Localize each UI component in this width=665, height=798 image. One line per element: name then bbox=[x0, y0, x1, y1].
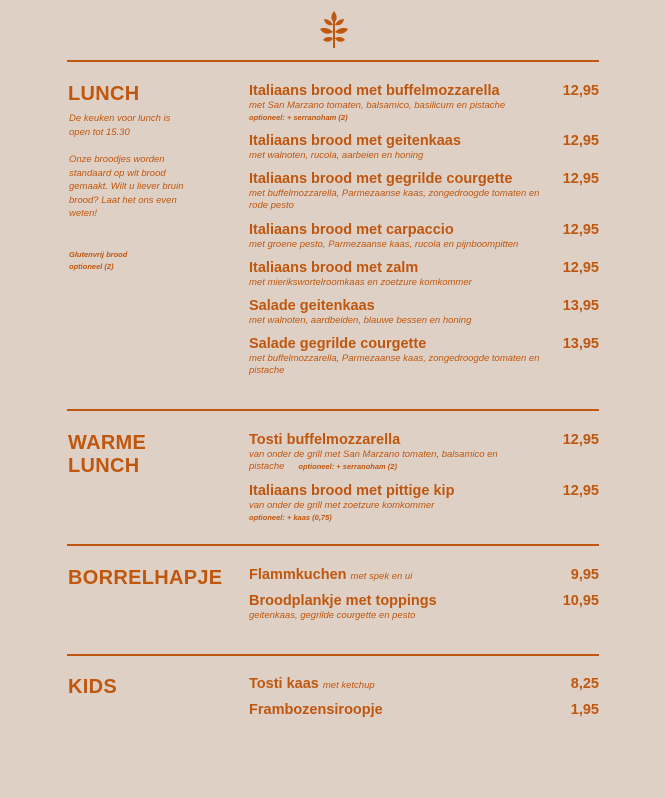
item-description-text: van onder de grill met San Marzano tomaten, balsamico en pistache bbox=[249, 449, 498, 472]
divider bbox=[67, 60, 599, 62]
kitchen-hours-note: De keuken voor lunch is open tot 15.30 bbox=[69, 113, 171, 138]
section-title bbox=[68, 432, 146, 478]
menu-item bbox=[249, 567, 599, 585]
menu-item bbox=[249, 593, 599, 622]
item-name: Italiaans brood met zalm bbox=[249, 260, 419, 276]
divider bbox=[67, 544, 599, 546]
menu-item bbox=[249, 260, 599, 289]
item-name bbox=[249, 676, 599, 694]
item-name: Italiaans brood met buffelmozzarella bbox=[249, 83, 500, 99]
menu-item bbox=[249, 171, 599, 212]
menu-item bbox=[249, 336, 599, 377]
item-price: 12,95 bbox=[562, 432, 599, 448]
item-price: 12,95 bbox=[562, 133, 599, 149]
item-name: Salade gegrilde courgette bbox=[249, 336, 427, 352]
menu-item bbox=[249, 676, 599, 694]
item-description bbox=[249, 449, 544, 473]
item-name: Broodplankje met toppings bbox=[249, 593, 437, 609]
item-description: met walnoten, rucola, aarbeien en honing bbox=[249, 150, 424, 161]
item-price: 13,95 bbox=[562, 336, 599, 352]
item-price: 12,95 bbox=[562, 222, 599, 238]
item-name: Italiaans brood met geitenkaas bbox=[249, 133, 461, 149]
item-price: 10,95 bbox=[562, 593, 599, 609]
item-name: Italiaans brood met gegrilde courgette bbox=[249, 171, 513, 187]
item-price: 12,95 bbox=[562, 483, 599, 499]
item-description: met walnoten, aardbeiden, blauwe bessen en honing bbox=[249, 315, 472, 326]
item-description: met spek en ui bbox=[350, 571, 413, 582]
item-price: 1,95 bbox=[570, 702, 599, 718]
section-title-line: LUNCH bbox=[68, 455, 140, 477]
bread-note: Onze broodjes worden standaard op wit brood gemaakt. Wilt u liever bruin brood? Laat het ons even weten! bbox=[69, 154, 184, 219]
gluten-free-note: Glutenvrij brood optioneel (2) bbox=[69, 250, 128, 271]
item-name-text: Flammkuchen bbox=[249, 567, 347, 583]
item-description: van onder de grill met zoetzure komkommer bbox=[249, 500, 435, 511]
menu-item bbox=[249, 222, 599, 251]
menu-item bbox=[249, 298, 599, 327]
item-price: 12,95 bbox=[562, 171, 599, 187]
divider bbox=[67, 654, 599, 656]
item-option: optioneel: + serranoham (2) bbox=[298, 462, 397, 471]
section-title: LUNCH bbox=[68, 83, 140, 105]
item-description: met San Marzano tomaten, balsamico, basilicum en pistache bbox=[249, 100, 506, 111]
item-description: met buffelmozzarella, Parmezaanse kaas, zongedroogde tomaten en rode pesto bbox=[249, 188, 540, 211]
menu-item bbox=[249, 133, 599, 162]
item-name: Frambozensiroopje bbox=[249, 702, 383, 718]
item-price: 13,95 bbox=[562, 298, 599, 314]
menu-item bbox=[249, 702, 599, 719]
item-description: met mierikswortelroomkaas en zoetzure komkommer bbox=[249, 277, 472, 288]
menu-item bbox=[249, 432, 599, 473]
item-name: Tosti buffelmozzarella bbox=[249, 432, 401, 448]
section-title: KIDS bbox=[68, 676, 117, 698]
item-price: 9,95 bbox=[570, 567, 599, 583]
item-price: 8,25 bbox=[570, 676, 599, 692]
item-price: 12,95 bbox=[562, 260, 599, 276]
section-title: BORRELHAPJE bbox=[68, 567, 223, 589]
leaf-sprig-icon bbox=[316, 9, 352, 49]
item-name-text: Tosti kaas bbox=[249, 676, 319, 692]
item-name: Salade geitenkaas bbox=[249, 298, 375, 314]
item-option: optioneel: + kaas (0,75) bbox=[249, 513, 332, 522]
item-option: optioneel: + serranoham (2) bbox=[249, 113, 348, 122]
item-description: met buffelmozzarella, Parmezaanse kaas, zongedroogde tomaten en pistache bbox=[249, 353, 540, 376]
item-name: Italiaans brood met carpaccio bbox=[249, 222, 454, 238]
section-title-line: WARME bbox=[68, 432, 147, 454]
item-name bbox=[249, 567, 599, 585]
menu-item bbox=[249, 83, 599, 123]
item-price: 12,95 bbox=[562, 83, 599, 99]
item-description: met ketchup bbox=[322, 680, 375, 691]
menu-item bbox=[249, 483, 599, 523]
item-description: met groene pesto, Parmezaanse kaas, rucola en pijnboompitten bbox=[249, 239, 519, 250]
item-description: geitenkaas, gegrilde courgette en pesto bbox=[249, 610, 416, 621]
divider bbox=[67, 409, 599, 411]
item-name: Italiaans brood met pittige kip bbox=[249, 483, 455, 499]
